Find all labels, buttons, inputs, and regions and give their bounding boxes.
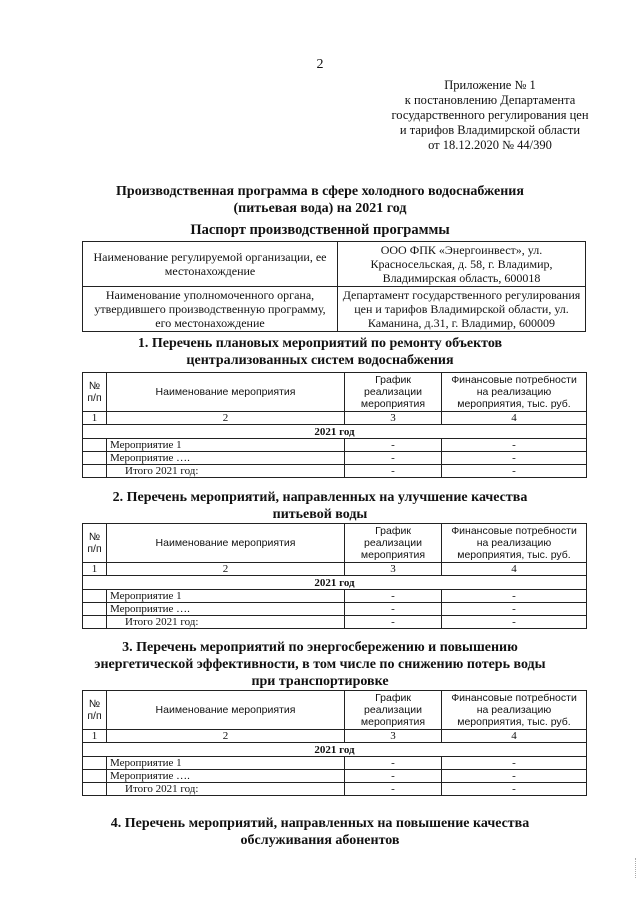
row-number [83, 590, 107, 603]
section-title-line: питьевой воды [272, 507, 368, 522]
row-number [83, 603, 107, 616]
finance-value: - [442, 616, 587, 629]
appendix-block [385, 78, 595, 153]
schedule-value: - [345, 452, 442, 465]
finance-value: - [442, 452, 587, 465]
schedule-value: - [345, 603, 442, 616]
section-4-title [60, 815, 580, 849]
measure-name: Мероприятие 1 [107, 439, 345, 452]
column-number: 1 [83, 730, 107, 743]
row-number [83, 770, 107, 783]
finance-value: - [442, 770, 587, 783]
finance-value: - [442, 465, 587, 478]
year-row [83, 425, 587, 439]
finance-value: - [442, 590, 587, 603]
passport-title: Паспорт производственной программы [190, 222, 450, 238]
passport-row [83, 242, 586, 287]
section-3-title [60, 639, 580, 690]
column-number-row [83, 412, 587, 425]
section-title-line: энергетической эффективности, в том числе по снижению потерь воды [94, 657, 546, 672]
finance-value: - [442, 439, 587, 452]
section-title-line: при транспортировке [251, 674, 389, 689]
passport-value: Департамент государственного регулирования цен и тарифов Владимирской области, ул. Каманина, д.31, г. Владимир, 600009 [338, 287, 586, 332]
section-3-table [82, 690, 587, 796]
col-schedule-header: График реализации мероприятия [345, 373, 442, 412]
column-number: 3 [345, 563, 442, 576]
measure-name: Мероприятие …. [107, 452, 345, 465]
schedule-value: - [345, 439, 442, 452]
section-2-table [82, 523, 587, 629]
column-number: 4 [442, 412, 587, 425]
table-row [83, 603, 587, 616]
document-title-line: Производственная программа в сфере холодного водоснабжения [116, 184, 524, 199]
schedule-value: - [345, 757, 442, 770]
col-schedule-header: График реализации мероприятия [345, 524, 442, 563]
table-row [83, 452, 587, 465]
table-row [83, 439, 587, 452]
column-number: 4 [442, 730, 587, 743]
table-row [83, 590, 587, 603]
document-title [60, 183, 580, 217]
finance-value: - [442, 757, 587, 770]
appendix-line: от 18.12.2020 № 44/390 [428, 138, 552, 152]
measure-name: Мероприятие 1 [107, 590, 345, 603]
measure-name: Мероприятие …. [107, 603, 345, 616]
section-title-line: централизованных систем водоснабжения [186, 353, 454, 368]
section-title-line: 1. Перечень плановых мероприятий по ремонту объектов [137, 336, 503, 351]
year-label: 2021 год [83, 576, 587, 590]
schedule-value: - [345, 783, 442, 796]
passport-label: Наименование уполномоченного органа, утвердившего производственную программу, его местонахождение [83, 287, 338, 332]
year-label: 2021 год [83, 425, 587, 439]
column-number: 2 [107, 563, 345, 576]
col-finance-header: Финансовые потребности на реализацию мероприятия, тыс. руб. [442, 373, 587, 412]
column-number: 1 [83, 563, 107, 576]
col-name-header: Наименование мероприятия [107, 524, 345, 563]
total-label: Итого 2021 год: [107, 465, 345, 478]
finance-value: - [442, 783, 587, 796]
appendix-line: Приложение № 1 [444, 78, 536, 92]
total-row [83, 616, 587, 629]
col-finance-header: Финансовые потребности на реализацию мероприятия, тыс. руб. [442, 691, 587, 730]
column-number: 2 [107, 412, 345, 425]
section-title-line: обслуживания абонентов [240, 833, 400, 848]
header-row [83, 373, 587, 412]
year-row [83, 743, 587, 757]
column-number-row [83, 730, 587, 743]
row-number [83, 616, 107, 629]
col-no-header: № п/п [83, 691, 107, 730]
total-label: Итого 2021 год: [107, 616, 345, 629]
page-number: 2 [316, 57, 324, 72]
measure-name: Мероприятие …. [107, 770, 345, 783]
column-number: 4 [442, 563, 587, 576]
appendix-line: к постановлению Департамента [404, 93, 576, 107]
year-row [83, 576, 587, 590]
passport-label: Наименование регулируемой организации, ее местонахождение [83, 242, 338, 287]
col-no-header: № п/п [83, 373, 107, 412]
column-number: 3 [345, 412, 442, 425]
row-number [83, 439, 107, 452]
document-title-line: (питьевая вода) на 2021 год [233, 201, 407, 216]
schedule-value: - [345, 616, 442, 629]
appendix-line: государственного регулирования цен [391, 108, 589, 122]
header-row [83, 691, 587, 730]
schedule-value: - [345, 465, 442, 478]
row-number [83, 452, 107, 465]
column-number: 3 [345, 730, 442, 743]
finance-value: - [442, 603, 587, 616]
column-number: 2 [107, 730, 345, 743]
total-row [83, 465, 587, 478]
section-2-title [60, 489, 580, 523]
passport-table [82, 241, 586, 332]
row-number [83, 465, 107, 478]
table-row [83, 770, 587, 783]
measure-name: Мероприятие 1 [107, 757, 345, 770]
scan-edge-mark [635, 858, 638, 878]
col-name-header: Наименование мероприятия [107, 373, 345, 412]
section-title-line: 3. Перечень мероприятий по энергосбережению и повышению [122, 640, 518, 655]
header-row [83, 524, 587, 563]
schedule-value: - [345, 770, 442, 783]
total-label: Итого 2021 год: [107, 783, 345, 796]
section-title-line: 4. Перечень мероприятий, направленных на повышение качества [110, 816, 530, 831]
col-name-header: Наименование мероприятия [107, 691, 345, 730]
column-number: 1 [83, 412, 107, 425]
passport-value: ООО ФПК «Энергоинвест», ул. Красносельская, д. 58, г. Владимир, Владимирская область, 600018 [338, 242, 586, 287]
schedule-value: - [345, 590, 442, 603]
row-number [83, 757, 107, 770]
section-title-line: 2. Перечень мероприятий, направленных на улучшение качества [112, 490, 528, 505]
column-number-row [83, 563, 587, 576]
col-schedule-header: График реализации мероприятия [345, 691, 442, 730]
year-label: 2021 год [83, 743, 587, 757]
total-row [83, 783, 587, 796]
col-no-header: № п/п [83, 524, 107, 563]
appendix-line: и тарифов Владимирской области [399, 123, 581, 137]
section-1-title [60, 335, 580, 369]
row-number [83, 783, 107, 796]
section-1-table [82, 372, 587, 478]
passport-row [83, 287, 586, 332]
table-row [83, 757, 587, 770]
col-finance-header: Финансовые потребности на реализацию мероприятия, тыс. руб. [442, 524, 587, 563]
